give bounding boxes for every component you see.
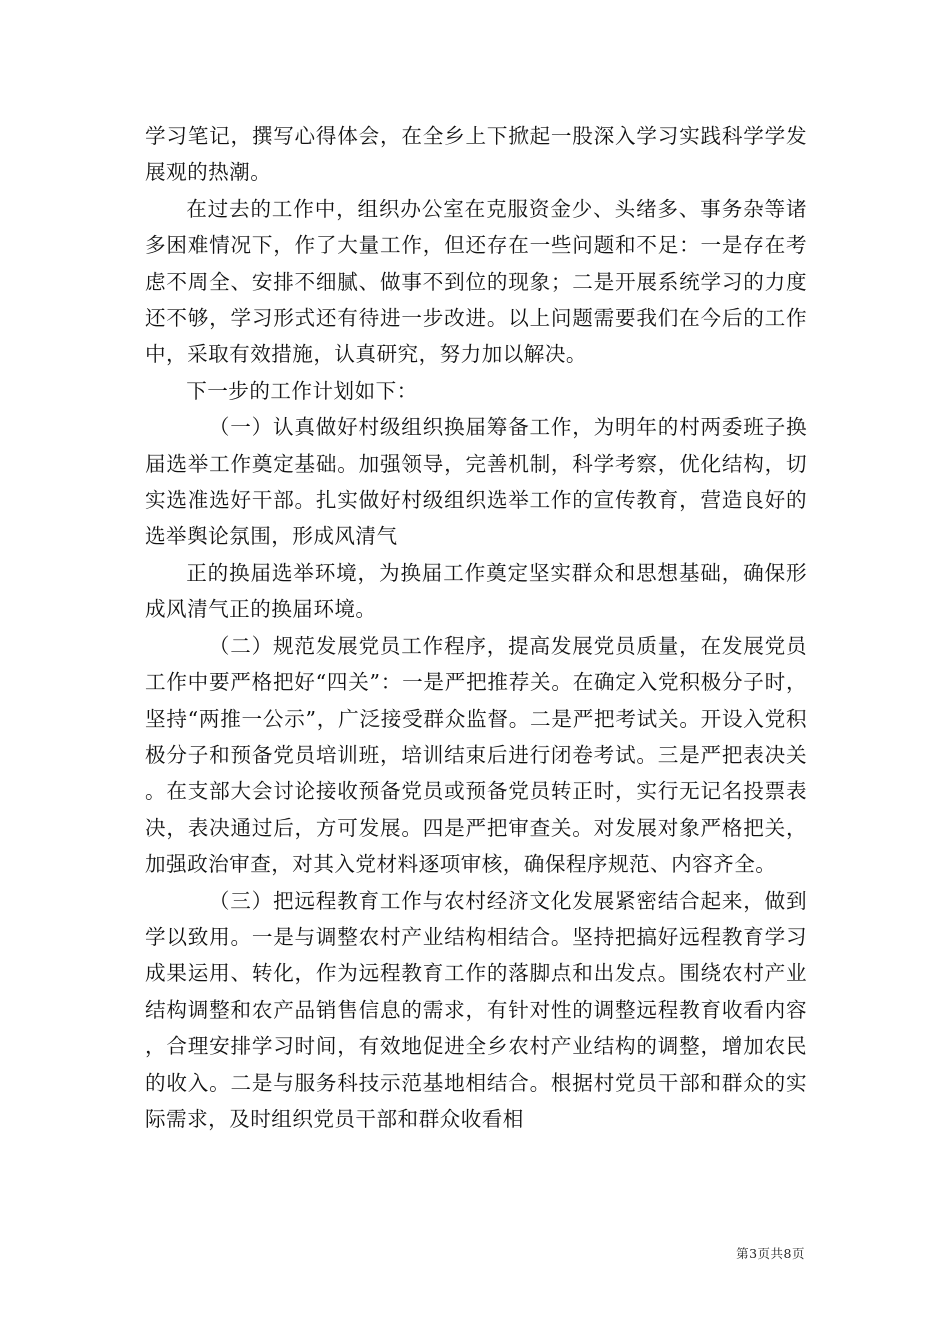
- paragraph-plan-item-1: （一）认真做好村级组织换届筹备工作，为明年的村两委班子换届选举工作奠定基础。加强领导，完善机制，科学考察，优化结构，切实选准选好干部。扎实做好村级组织选举工作的宣传教育，营造良好的选举舆论氛围，形成风清气: [145, 415, 807, 549]
- paragraph-plan-intro: 下一步的工作计划如下：: [186, 378, 418, 403]
- paragraph-plan-item-2: （二）规范发展党员工作程序，提高发展党员质量，在发展党员工作中要严格把好“四关”：一是严把推荐关。在确定入党积极分子时，坚持“两推一公示”，广泛接受群众监督。二是严把考试关。开设入党积极分子和预备党员培训班，培训结束后进行闭卷考试。三是严把表决关。在支部大会讨论接收预备党员或预备党员转正时，实行无记名投票表决，表决通过后，方可发展。四是严把审查关。对发展对象严格把关，加强政治审查，对其入党材料逐项审核，确保程序规范、内容齐全。: [145, 633, 807, 877]
- document-body: [145, 118, 807, 1137]
- paragraph-problems: 在过去的工作中，组织办公室在克服资金少、头绪多、事务杂等诸多困难情况下，作了大量工作，但还存在一些问题和不足：一是存在考虑不周全、安排不细腻、做事不到位的现象；二是开展系统学习的力度还不够，学习形式还有待进一步改进。以上问题需要我们在今后的工作中，采取有效措施，认真研究，努力加以解决。: [145, 196, 807, 367]
- paragraph-continuation: 学习笔记，撰写心得体会，在全乡上下掀起一股深入学习实践科学学发展观的热潮。: [145, 124, 807, 185]
- paragraph-plan-item-3: （三）把远程教育工作与农村经济文化发展紧密结合起来，做到学以致用。一是与调整农村产业结构相结合。坚持把搞好远程教育学习成果运用、转化，作为远程教育工作的落脚点和出发点。围绕农村产业结构调整和农产品销售信息的需求，有针对性的调整远程教育收看内容，合理安排学习时间，有效地促进全乡农村产业结构的调整，增加农民的收入。二是与服务科技示范基地相结合。根据村党员干部和群众的实际需求，及时组织党员干部和群众收看相: [145, 888, 807, 1131]
- page-number: 第3页共8页: [736, 1246, 805, 1261]
- paragraph-plan-item-1-continued: 正的换届选举环境，为换届工作奠定坚实群众和思想基础，确保形成风清气正的换届环境。: [145, 560, 807, 622]
